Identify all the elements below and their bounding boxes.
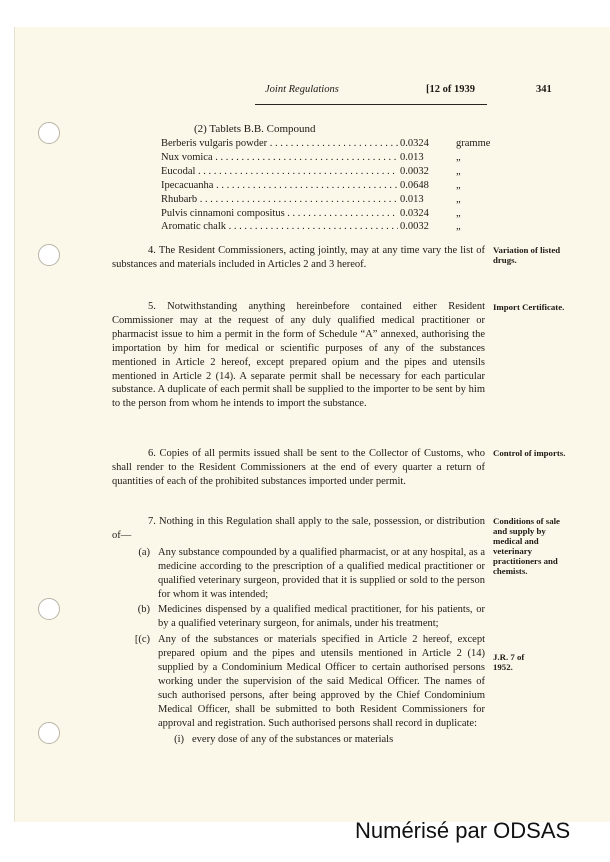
item-c: [112, 633, 485, 730]
ingredient-unit: „: [456, 193, 461, 205]
ingredient-quantity: 0.0324: [400, 207, 429, 219]
ingredient-unit: „: [456, 151, 461, 163]
punch-hole: [38, 722, 60, 744]
item-b-text: Medicines dispensed by a qualified medical practitioner, for his patients, or by a qualified veterinary surgeon, for animals, under his treatment;: [158, 604, 485, 630]
ingredient-name: Rhubarb . . .: [161, 193, 398, 207]
margin-note-import: Import Certificate.: [493, 302, 565, 312]
margin-note-control: Control of imports.: [493, 448, 566, 458]
table-row: [161, 220, 501, 234]
ingredient-quantity: 0.013: [400, 193, 424, 205]
ingredient-name: Pulvis cinnamoni compositus . . .: [161, 207, 398, 221]
ingredient-name: Nux vomica . . .: [161, 151, 398, 165]
item-a: [112, 546, 485, 602]
item-c-label: [(c): [134, 634, 150, 646]
header-rule: [255, 104, 487, 105]
item-a-label: (a): [138, 546, 150, 558]
item-c-i: [112, 733, 485, 747]
ingredient-name: Berberis vulgaris powder . . .: [161, 137, 398, 151]
regulation-reference: [12 of 1939: [426, 84, 475, 95]
ingredient-name: Ipecacuanha . . .: [161, 179, 398, 193]
ingredient-unit: gramme: [456, 138, 491, 149]
table-row: [161, 165, 501, 179]
punch-hole: [38, 244, 60, 266]
margin-note-jr: J.R. 7 of 1952.: [493, 652, 525, 672]
item-c-text: Any of the substances or materials specified in Article 2 hereof, except prepared opium and the pipes and utensils mentioned in Article 2 (14) supplied by a Condominium Medical Officer to certain authorised persons working under the supervision of the said Medical Officer. The names of such authorised persons, after being approved by the Chief Condominium Medical Officer, shall be submitted to both Resident Commissioners for approval and registration. Such authorised persons shall record in duplicate:: [158, 634, 485, 729]
item-b: [112, 603, 485, 631]
item-c-i-label: (i): [174, 733, 184, 745]
item-c-i-text: every dose of any of the substances or materials: [192, 733, 394, 745]
table-row: [161, 193, 501, 207]
section-6: [112, 447, 485, 489]
section-6-text: 6. Copies of all permits issued shall be sent to the Collector of Customs, who shall render to the Resident Commissioners at the end of every quarter a return of quantities of each of the prohibited substances imported under permit.: [112, 448, 485, 487]
table-row: [161, 179, 501, 193]
punch-hole: [38, 122, 60, 144]
table-row: [161, 151, 501, 165]
scan-watermark: Numérisé par ODSAS: [355, 818, 571, 843]
ingredient-unit: „: [456, 165, 461, 177]
item-a-text: Any substance compounded by a qualified pharmacist, or at any hospital, as a medicine according to the prescription of a qualified medical practitioner or qualified veterinary surgeon, provided that it is supplied or sold to the person for whom it was intended;: [158, 546, 485, 600]
ingredient-quantity: 0.0324: [400, 138, 429, 149]
ingredient-quantity: 0.0648: [400, 179, 429, 191]
punch-hole: [38, 598, 60, 620]
table-row: [161, 137, 501, 151]
margin-note-conditions: Conditions of sale and supply by medical and veterinary practitioners and chemists.: [493, 516, 560, 576]
ingredient-unit: „: [456, 221, 461, 233]
ingredients-table: [161, 137, 501, 234]
ingredient-unit: „: [456, 179, 461, 191]
ingredient-unit: „: [456, 207, 461, 219]
running-title: Joint Regulations: [265, 84, 339, 95]
section-4-text: 4. The Resident Commissioners, acting jointly, may at any time vary the list of substances and materials included in Articles 2 and 3 hereof.: [112, 245, 485, 270]
table-row: [161, 207, 501, 221]
section-5-text: 5. Notwithstanding anything hereinbefore contained either Resident Commissioner may at the request of any duly qualified medical practitioner or pharmacist issue to him a permit in the form of Schedule “A” annexed, authorising the importation by him for medical or scientific purposes of any of the substances mentioned in Article 2 hereof, except prepared opium and the pipes and utensils mentioned in Article 2 (14). A separate permit shall be necessary for each particular substance. A duplicate of each permit shall be supplied to the importer to be sent by him to the person from whom he intends to import the substance.: [112, 301, 485, 410]
ingredient-quantity: 0.0032: [400, 221, 429, 233]
ingredient-name: Eucodal . . .: [161, 165, 398, 179]
ingredient-quantity: 0.0032: [400, 165, 429, 177]
page-number: 341: [536, 84, 552, 95]
section-4: [112, 244, 485, 272]
table-title: (2) Tablets B.B. Compound: [194, 123, 316, 135]
section-5: [112, 300, 485, 411]
margin-note-variation: Variation of listed drugs.: [493, 245, 561, 265]
ingredient-name: Aromatic chalk . . .: [161, 220, 398, 234]
section-7: [112, 515, 485, 749]
ingredient-quantity: 0.013: [400, 151, 424, 163]
section-7-intro: 7. Nothing in this Regulation shall apply to the sale, possession, or distribution of—: [112, 516, 485, 541]
item-b-label: (b): [137, 604, 150, 616]
